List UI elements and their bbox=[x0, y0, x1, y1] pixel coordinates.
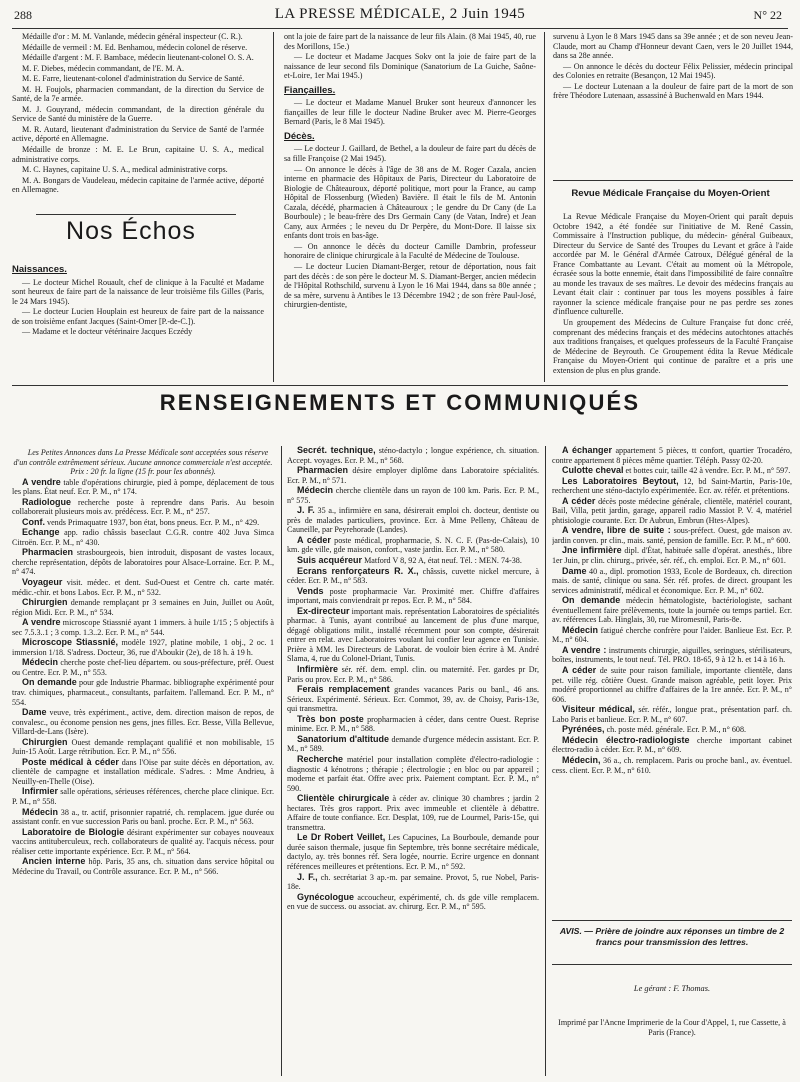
ad-keyword: Gynécologue bbox=[297, 891, 355, 902]
classified-ad bbox=[287, 893, 539, 912]
classified-ad bbox=[12, 578, 274, 597]
revue-paragraph: La Revue Médicale Française du Moyen-Orient qui paraît depuis Octobre 1942, a été fondée sur l'initiative de M. René Cassin, Commissaire à l'Instruction publique, du médecin- général Guibeaux, Directeur du Service de Santé des Troupes du Levant et grâce à l'aide accordée par M. le Général d'Armée Catroux, Délégué général de la France Combattante au Levant. C'était au moment où la Métropole, écrasée sous la botte ennemie, était dans l'impossibilité de faire connaître au monde les travaux de ses maîtres. Le devoir des médecins français au Levant était clair : continuer par tous les moyens possibles à faire rayonner la science médicale française pour ne pas perdre ses zones d'influence culturelle. bbox=[553, 212, 793, 317]
echos-rule-top bbox=[36, 214, 236, 215]
ad-text: sous-préfect. Ouest, gde maison av. jardin conven. pr clin., mais. santé, pension de famille. Ecr. P. M., n° 600. bbox=[552, 526, 792, 545]
ad-keyword: Dame bbox=[562, 565, 587, 576]
classified-ad bbox=[552, 546, 792, 565]
deces-item: — On annonce le décès du docteur Camille Dambrin, professeur honoraire de clinique chirurgicale à la Faculté de Médecine de Toulouse. bbox=[284, 241, 536, 261]
ad-text: poste propharmacie Var. Proximité mer. Chiffre d'affaires important, mais conviendrait pr repos. Ecr. P. M., n° 584. bbox=[287, 586, 539, 606]
ad-keyword: Pharmacien bbox=[22, 547, 74, 558]
classified-ad bbox=[12, 658, 274, 677]
ad-text: cherche clientèle dans un rayon de 100 km. Paris. Ecr. P. M., n° 575. bbox=[287, 486, 539, 505]
ad-keyword: Le Dr Robert Veillet, bbox=[297, 832, 386, 843]
medal-paragraph: Médaille d'argent : M. F. Bambace, médecin lieutenant-colonel O. S. A. bbox=[22, 53, 254, 63]
medal-paragraph: M. A. Bongars de Vaudeleau, médecin capitaine de l'armée active, déporté en Allemagne. bbox=[12, 175, 264, 195]
deces-item: — On annonce le décès du docteur Félix Pelissier, médecin principal des Colonies en retraite (Besançon, 12 Mai 1945). bbox=[553, 61, 793, 81]
medal-paragraph: M. C. Haynes, capitaine U. S. A., medical administrative corps. bbox=[22, 165, 228, 175]
classified-ad bbox=[552, 446, 792, 465]
ad-keyword: A céder bbox=[297, 534, 331, 545]
ad-text: fatigué cherche confrère pour l'aider. Banlieue Est. Ecr. P. M., n° 604. bbox=[552, 625, 792, 645]
ads-intro: Les Petites Annonces dans La Presse Médicale sont acceptées sous réserve d'un contrôle extrêmement sérieux. Aucune annonce commerciale n'est acceptée. Prix : 20 fr. la ligne (15 fr. pour les abonnés). bbox=[13, 448, 273, 476]
ad-keyword: Voyageur bbox=[22, 576, 63, 587]
ad-text: à céder av. clinique 30 chambres ; jardin 2 hectares. Très gros rapport. Prix avec immeuble et clientèle à débattre. Affaire de toute confiance. Ecr. Desplat, 109, rue de Lourmel, Paris-15e, qui transmettra. bbox=[287, 794, 539, 832]
classified-ad bbox=[287, 794, 539, 832]
classified-ad bbox=[552, 756, 792, 775]
ad-keyword: Suis acquéreur bbox=[297, 555, 363, 566]
classified-ad bbox=[12, 678, 274, 707]
deces-item: survenu à Lyon le 8 Mars 1945 dans sa 39e année ; et de son neveu Jean-Claude, mort au Champ d'Honneur devant Caen, vers le 20 Juillet 1944, dans sa 28e année. bbox=[553, 32, 793, 61]
ad-keyword: Laboratoire de Biologie bbox=[22, 826, 125, 837]
deces-heading: Décès. bbox=[284, 130, 315, 142]
ad-keyword: Chirurgien bbox=[22, 597, 68, 608]
classified-ad bbox=[12, 758, 274, 787]
column-rule bbox=[273, 32, 274, 382]
ad-text: veuve, très expériment., active, dem. direction maison de repos, de convalesc., ou économe pension nes gens, jnes filles. Ecr. Besse, Villa Bellevue, Villard-de-Lans (Isère). bbox=[12, 708, 274, 737]
page-number: 288 bbox=[14, 8, 32, 22]
ad-keyword: Médecin bbox=[562, 624, 599, 635]
classified-ad bbox=[287, 833, 539, 871]
page-header bbox=[0, 0, 800, 30]
classified-ad bbox=[552, 736, 792, 755]
ad-text: matériel pour installation complète d'électro-radiologie : diagnostic 4 kénotrons ; thérapie ; électrologie ; en bloc ou par appareil ; moderne et parfait état. Offre avec prix. Paiement comptant. Ecr. P. M., n° 590. bbox=[287, 754, 539, 793]
medal-paragraph: M. J. Gouyrand, médecin commandant, de la direction générale du Service de Santé du ministère de la Guerre. bbox=[12, 104, 264, 124]
ad-text: appartement 5 pièces, tt confort, quartier Trocadéro, contre appartement 8 pièces même quartier. Téléph. Passy 02-20. bbox=[552, 446, 792, 465]
medal-paragraph: Médaille d'or : M. M. Vanlande, médecin général inspecteur (C. R.). bbox=[22, 32, 243, 41]
ad-text: propharmacien à céder, dans centre Ouest. Reprise minime. Ecr. P. M., n° 588. bbox=[287, 714, 539, 734]
ad-text: sér. référ., longue prat., présentation parf. ch. Labo Paris et banlieue. Ecr. P. M., n° 607. bbox=[552, 705, 792, 724]
column-rule bbox=[545, 446, 546, 1076]
ad-keyword: Médecin, bbox=[562, 754, 601, 765]
header-rule bbox=[12, 28, 788, 29]
classified-ad bbox=[287, 486, 539, 505]
classified-ad bbox=[287, 536, 539, 555]
classified-ad bbox=[287, 466, 539, 485]
ad-text: cherche important cabinet électro-radio à céder. Ecr. P. M., n° 609. bbox=[552, 735, 792, 755]
ad-keyword: Clientèle chirurgicale bbox=[297, 793, 390, 804]
ad-keyword: A vendre bbox=[22, 476, 61, 487]
ad-text: demande d'urgence médecin assistant. Ecr. P. M., n° 589. bbox=[287, 734, 539, 754]
ad-keyword: Dame bbox=[22, 707, 47, 718]
classified-ad bbox=[552, 725, 792, 735]
ad-text: table d'opérations chirurgie, pied à pompe, déplacement de tous les plans. État neuf. Ecr. P. M., n° 174. bbox=[12, 477, 274, 497]
naissance-item: — Le docteur Lucien Houplain est heureux de faire part de la naissance de son troisième enfant Jacques (Saint-Omer [P.-de-C.]). bbox=[12, 307, 264, 326]
ads-column-1 bbox=[12, 448, 274, 1078]
announcement-text: ont la joie de faire part de la naissance de leur fils Alain. (8 Mai 1945, 40, rue des Morillons, 15e.) bbox=[284, 32, 536, 51]
ad-keyword: A échanger bbox=[562, 446, 613, 455]
classified-ad bbox=[12, 828, 274, 857]
classified-ad bbox=[12, 808, 274, 827]
ad-keyword: Pyrénées, bbox=[562, 724, 605, 735]
ad-keyword: Infirmière bbox=[297, 664, 339, 675]
naissance-item: — Madame et le docteur vétérinaire Jacques Eczédy bbox=[22, 327, 193, 337]
journal-title: LA PRESSE MÉDICALE, 2 Juin 1945 bbox=[274, 6, 526, 22]
revue-column bbox=[553, 212, 793, 384]
announcement-text: — Le docteur et Madame Jacques Sokv ont la joie de faire part de la naissance de leur second fils Dominique (Sanatorium de La Guiche, Saône-et-Loire, 1er Mai 1945.) bbox=[284, 52, 536, 81]
naissance-item: — Le docteur Michel Rouault, chef de clinique à la Faculté et Madame sont heureux de faire part de la naissance de leur troisième fils Gilles (Paris, le 24 Mars 1945). bbox=[12, 277, 264, 306]
naissances-column bbox=[12, 260, 264, 380]
ads-column-2 bbox=[287, 446, 539, 1078]
classified-ad bbox=[287, 567, 539, 586]
ad-keyword: On demande bbox=[22, 677, 77, 688]
classified-ad bbox=[287, 735, 539, 754]
ad-text: dans l'Oise par suite décès en déportation, av. clientèle de campagne et installation médicale. S'adres. : Mme Andrieu, à Neuilly-en-Thelle (Oise). bbox=[12, 757, 274, 786]
ad-keyword: J. F., bbox=[297, 871, 318, 882]
ad-text: dipl. d'État, habituée salle d'opérat. anesthés., libre 1er Juin, pr clin. chirurg., privée, sér. réf., ch. emploi. Ecr. P. M., n° 601. bbox=[552, 546, 792, 566]
medal-paragraph: M. E. Farre, lieutenant-colonel d'administration du Service de Santé. bbox=[22, 74, 245, 84]
classified-ad bbox=[287, 446, 539, 465]
ad-text: ch. secrétariat 3 ap.-m. par semaine. Provot, 5, rue Nobel, Paris-18e. bbox=[287, 872, 539, 892]
ad-text: de suite pour raison familiale, importante clientèle, dans pet. ville rég. côtière Ouest. Grande maison agréable, petit loyer. Prix modéré proportionnel au chiffre d'affaires de la 1re année. Ecr. P. M., n° 606. bbox=[552, 666, 792, 704]
issue-number: N° 22 bbox=[753, 8, 782, 22]
classified-ad bbox=[287, 755, 539, 793]
classified-ad bbox=[552, 497, 792, 526]
classified-ad bbox=[287, 873, 539, 892]
medal-paragraph: Médaille de bronze : M. E. Le Brun, capitaine U. S. A., medical administrative corps. bbox=[12, 145, 264, 164]
ad-keyword: Ecrans renforçateurs R. X., bbox=[297, 565, 419, 576]
classified-ad bbox=[12, 528, 274, 547]
ad-keyword: A céder bbox=[562, 665, 597, 676]
ad-text: sténo-dactylo ; longue expérience, ch. situation. Accept. voyages. Ecr. P. M., n° 568. bbox=[287, 446, 539, 465]
ad-text: 40 a., dipl. promotion 1933, Ecole de Bordeaux, ch. direction mais. de santé, clinique ou sana. Sér. réf. profes. de direct. groupant les services administratif, médical et économique. Ecr. P. M., n° 602. bbox=[552, 566, 792, 595]
ads-list bbox=[552, 446, 792, 775]
ad-text: Matford V 8, 92 A, état neuf. Tél. : MEN. 74-38. bbox=[364, 556, 522, 566]
avis-rule bbox=[552, 920, 792, 921]
ad-keyword: Radiologue bbox=[22, 496, 71, 507]
classified-ad bbox=[12, 548, 274, 577]
ad-text: Les Capucines, La Bourboule, demande pour durée saison thermale, jusque fin Septembre, très bonne secrétaire médicale, dactylo, ay. très bonnes réf. Sera logée, nourrie. Ecrire urgence en donnant références meilleures et prétentions. Ecr. P. M., n° 592. bbox=[287, 833, 539, 871]
ad-keyword: Sanatorium d'altitude bbox=[297, 733, 390, 744]
classified-ad bbox=[12, 708, 274, 737]
banner-rule bbox=[12, 385, 788, 386]
ad-text: pour gde Industrie Pharmac. bibliographe expérimenté pour trav. chimiques, pharmaceut., consultants, parfaitem. l'allemand. Ecr. P. M., n° 554. bbox=[12, 678, 274, 707]
classified-ad bbox=[12, 518, 274, 528]
naissances-heading: Naissances. bbox=[12, 264, 67, 275]
ad-text: Ouest demande remplaçant qualifié et non mobilisable, 15 Juin-15 Août. Large rétribution. Ecr. P. M., n° 556. bbox=[12, 737, 274, 757]
ad-keyword: J. F. bbox=[297, 505, 315, 516]
ad-text: modèle 1927, platine mobile, 1 obj., 2 oc. 1 immersion 1/18. S'adress. Docteur, 36, rue d'Aboukir (2e), de 18 h. à 19 h. bbox=[12, 638, 274, 657]
ad-text: strasbourgeois, bien introduit, disposant de vastes locaux, cherche représentation, dépôts de laboratoires pour Alsace-Lorraine. Ecr. P. M., n° 474. bbox=[12, 548, 274, 577]
classified-ad bbox=[287, 587, 539, 606]
ad-keyword: Poste médical à céder bbox=[22, 756, 119, 767]
ad-keyword: Recherche bbox=[297, 753, 344, 764]
ad-keyword: Médecin bbox=[297, 485, 334, 496]
ad-keyword: Pharmacien bbox=[297, 465, 349, 476]
revue-paragraph: Un groupement des Médecins de Culture Française fut donc créé, comprenant des médecins français et des médecins autochtones attachés aux traditions françaises, et quelques professeurs de la Faculté Française de Médecine de Beyrouth. Ce Groupement édita la Revue Médicale Française du Moyen-Orient qui continue de paraître et a pris une extension de plus en plus grande. bbox=[553, 318, 793, 375]
deces-item: — Le docteur Lucien Diamant-Berger, retour de déportation, nous fait part des décès : de son père le docteur M. S. Diamant-Berger, ancien médecin de l'Hôpital Rothschild, survenu à Lyon le 16 Mai 1944, dans sa 80e année ; de sa mère, survenu à Antibes le 13 Décembre 1942 ; de son frère Paul-José, chirurgien-dentiste, bbox=[284, 262, 536, 310]
classified-ad bbox=[287, 685, 539, 714]
ad-text: désirant expérimenter sur cobayes nouveaux vaccins antituberculeux, rech. collaborateurs de qualité ay. l'acquis nécess. pour réaliser cette importante expérience. Ecr. P. M., n° 564. bbox=[12, 827, 274, 856]
classified-ad bbox=[12, 857, 274, 876]
ad-keyword: On demande bbox=[562, 595, 621, 606]
classified-ad bbox=[552, 705, 792, 724]
classified-ad bbox=[287, 607, 539, 664]
deces-continued-column bbox=[553, 32, 793, 182]
ad-text: recherche poste à reprendre dans Paris. Au besoin collaborerait plusieurs mois av. prédécess. Ecr. P. M., n° 257. bbox=[12, 497, 274, 517]
ads-list bbox=[12, 478, 274, 877]
fiancailles-heading: Fiançailles. bbox=[284, 84, 336, 96]
classified-ad bbox=[12, 598, 274, 617]
classified-ad bbox=[12, 618, 274, 637]
ad-text: 12, bd Saint-Martin, Paris-10e, recherchent une sténo-dactylo expérimentée. Ecr. av. référ. et prétentions. bbox=[552, 476, 792, 496]
ad-text: accoucheur, expérimenté, ch. ds gde ville remplacem. en vue de success. ou associat. av. chirurg. Ecr. P. M., n° 595. bbox=[287, 892, 539, 912]
ad-keyword: Ferais remplacement bbox=[297, 684, 390, 695]
deces-item: — On annonce le décès à l'âge de 38 ans de M. Roger Cazala, ancien interne en pharmacie des Hôpitaux de Paris, Directeur du Laboratoire de Biologie de Châteauroux, déporté politique, mort pour la France, au camp Hôpital de Flossenburg (Wieden) Bavière. Il était le fils de M. Antonin Cazala, décédé, pharmacien à Châteauroux ; le gendre du Dr Cany (de La Bourboule) ; le beau-frère des Drs Germain Cany (de Vatan, Indre) et Jean Cany, aux Armées ; le neveu du Dr Perpère, du Mont-Dore. Il laisse six enfants dont trois en bas-âge. bbox=[284, 164, 536, 241]
ad-text: médecin hématologiste, bactériologiste, sachant éventuellement faire prélèvements, toute la journée ou temps partiel. Ecr. av. références Lab. Hinglais, 30, rue Miromesnil, Paris-8e. bbox=[552, 596, 792, 625]
classified-ad bbox=[552, 626, 792, 645]
ad-text: 36 a., ch. remplacem. Paris ou proche banl., av. éventuel. cess. client. Ecr. P. M., n° 610. bbox=[552, 755, 792, 775]
medal-paragraph: M. F. Diebes, médecin commandant, de l'E. M. A. bbox=[22, 63, 184, 73]
medal-paragraph: Médaille de vermeil : M. Ed. Benhamou, médecin colonel de réserve. bbox=[22, 42, 248, 52]
announcements-column bbox=[284, 32, 536, 384]
section-banner: RENSEIGNEMENTS ET COMMUNIQUÉS bbox=[159, 390, 641, 415]
ad-text: poste médical, propharmacie, S. N. C. F. (Pas-de-Calais), 10 km. gde ville, gde maison, confort., vaste jardin. Ecr. P. M., n° 580. bbox=[287, 535, 539, 555]
classified-ad bbox=[12, 498, 274, 517]
avis-notice: AVIS. — Prière de joindre aux réponses un timbre de 2 francs pour transmission des lettres. bbox=[559, 926, 785, 947]
ad-text: important mais. représentation Laboratoires de spécialités pharmac. à Tunis, ayant contribué au lancement de plus d'une marque, dégagé obligations milit., installé récemment pour son compte, désirerait entrer en relat. avec Laboratoires voulant lui confier leur agence en Tunisie. Prière à MM. les Directeurs de Laborat. de vouloir bien écrire à M. André Slama, 4, rue du Colonel-Driant, Tunis. bbox=[287, 606, 539, 664]
ad-keyword: Vends bbox=[297, 585, 324, 596]
ad-text: et bottes cuir, taille 42 à vendre. Ecr. P. M., n° 597. bbox=[625, 466, 791, 476]
ad-keyword: Secrét. technique, bbox=[297, 446, 376, 455]
ad-keyword: Médecin bbox=[22, 657, 59, 668]
ad-keyword: Microscope Stiassnié, bbox=[22, 637, 118, 648]
ad-text: instruments chirurgie, aiguilles, seringues, stérilisateurs, boîtes, instruments, le tout neuf. Tél. PRO. 18-65, 9 à 12 h. et 14 à 16 h. bbox=[552, 645, 792, 665]
medal-paragraph: M. H. Foujols, pharmacien commandant, de la direction du Service de Santé, de la 7e armée. bbox=[12, 84, 264, 104]
ad-text: demande remplaçant pr 3 semaines en Juin, Juillet ou Août, région Midi. Ecr. P. M., n° 534. bbox=[12, 598, 274, 617]
ad-keyword: Ex-directeur bbox=[297, 605, 350, 616]
ad-keyword: Chirurgien bbox=[22, 736, 68, 747]
classified-ad bbox=[552, 596, 792, 625]
deces-item: — Le docteur J. Gaillard, de Bethel, a la douleur de faire part du décès de sa fille Françoise (2 Mai 1945). bbox=[284, 144, 536, 164]
classified-ad bbox=[552, 567, 792, 596]
ad-text: 35 a., infirmière en sana, désirerait emploi ch. docteur, dentiste ou près de malades particuliers, province. Ecr. à Mme Pelleny, Château de Cauneille, par Peyrehorade (Landes). bbox=[287, 506, 539, 535]
classified-ad bbox=[287, 556, 539, 566]
revue-title: Revue Médicale Française du Moyen-Orient bbox=[571, 188, 770, 199]
deces-item: — Le docteur Lutenaan a la douleur de faire part de la mort de son frère Théodore Lutenaan, assassiné à Buchenwald en Mars 1944. bbox=[553, 81, 793, 101]
gerant-line: Le gérant : F. Thomas. bbox=[633, 984, 711, 993]
ad-text: vends Primaquatre 1937, bon état, bons pneus. Ecr. P. M., n° 429. bbox=[47, 517, 260, 527]
ad-text: hôp. Paris, 35 ans, ch. situation dans service hôpital ou Médecine du Travail, ou Contrôle assurance. Ecr. P. M., n° 566. bbox=[12, 857, 274, 876]
classified-ad bbox=[552, 466, 792, 476]
ad-keyword: Conf. bbox=[22, 516, 45, 527]
ad-keyword: Médecin bbox=[22, 806, 59, 817]
ad-keyword: Jne infirmière bbox=[562, 545, 622, 556]
classified-ad bbox=[552, 646, 792, 665]
ad-keyword: A céder bbox=[562, 495, 596, 506]
ad-text: app. radio châssis baseclaut C.G.R. contre 402 Juva Simca Citroën. Ecr. P. M., n° 430. bbox=[12, 528, 274, 547]
medal-paragraph: M. R. Autard, lieutenant d'administration du Service de Santé de l'armée active, déporté en Allemagne. bbox=[12, 124, 264, 144]
printer-line: Imprimé par l'Ancne Imprimerie de la Cour d'Appel, 1, rue Cassette, à Paris (France). bbox=[558, 1018, 786, 1037]
column-rule bbox=[281, 446, 282, 1076]
ad-keyword: Médecin électro-radiologiste bbox=[562, 734, 690, 745]
ad-text: microscope Stiassnié ayant 1 immers. à huile 1/15 ; 5 objectifs à sec 7.5.3..1 ; 3 comp. 1.3..2. Ecr. P. M., n° 544. bbox=[12, 618, 274, 637]
ad-text: grandes vacances Paris ou banl., 46 ans. Sérieux. Expérimenté. Sérieux. Ecr. Commot, 39, av. de Choisy, Paris-13e, qui transmettra. bbox=[287, 685, 539, 714]
classified-ad bbox=[552, 477, 792, 496]
classified-ad bbox=[552, 666, 792, 704]
ad-text: salle opérations, sérieuses références, cherche place clinique. Ecr. P. M., n° 558. bbox=[12, 787, 274, 806]
echos-title: Nos Échos bbox=[66, 217, 196, 245]
classified-ad bbox=[12, 478, 274, 497]
ad-keyword: A vendre, libre de suite : bbox=[562, 525, 671, 536]
gerant-rule bbox=[552, 964, 792, 965]
ads-list bbox=[287, 446, 539, 912]
ad-text: sér. réf. dem. empl. clin. ou maternité. Fer. gardes pr Dr, Paris ou prov. Ecr. P. M., n° 586. bbox=[287, 665, 539, 684]
ad-text: châssis, cuvette nickel mercure, à céder. Ecr. P. M., n° 583. bbox=[287, 566, 539, 586]
ad-text: cherche poste chef-lieu départem. ou sous-préfecture, préf. Ouest ou Centre. Ecr. P. M., n° 553. bbox=[12, 658, 274, 677]
ad-keyword: Visiteur médical, bbox=[562, 704, 635, 715]
classified-ad bbox=[552, 526, 792, 545]
ad-keyword: Infirmier bbox=[22, 786, 59, 797]
classified-ad bbox=[287, 715, 539, 734]
ad-keyword: Culotte cheval bbox=[562, 465, 624, 476]
medals-column bbox=[12, 32, 264, 212]
ad-text: décès poste médecine générale, clientèle, matériel courant, Bail, Villa, petit jardin, garage, appareil radio Massiot P. V. 4, matériel phtisiologie courante. Ecr. Dr Aubrun, Embrun (Htes-Alpes). bbox=[552, 496, 792, 525]
ad-keyword: Echange bbox=[22, 527, 60, 538]
ad-text: ch. poste méd. générale. Ecr. P. M., n° 608. bbox=[606, 725, 747, 735]
classified-ad bbox=[12, 787, 274, 806]
classified-ad bbox=[287, 506, 539, 535]
ad-keyword: A vendre : bbox=[562, 644, 607, 655]
column-rule bbox=[544, 32, 545, 382]
ad-keyword: Ancien interne bbox=[22, 856, 86, 867]
ads-column-3 bbox=[552, 446, 792, 916]
ad-text: désire employer diplôme dans Laboratoire spécialités. Ecr. P. M., n° 571. bbox=[287, 466, 539, 485]
ad-text: 38 a., tr. actif, prisonnier rapatrié, ch. remplacem. jgue durée ou assistant confr. en vue succession Paris ou banl. proche. Ecr. P. M., n° 563. bbox=[12, 807, 274, 827]
classified-ad bbox=[12, 638, 274, 657]
ad-text: visit. médec. et dent. Sud-Ouest et Centre ch. carte matér. médic.-chir. et bons Labos. Ecr. P. M., n° 532. bbox=[12, 577, 274, 597]
classified-ad bbox=[287, 665, 539, 684]
ad-keyword: A vendre bbox=[22, 617, 61, 628]
revue-rule bbox=[553, 180, 793, 181]
ad-keyword: Les Laboratoires Beytout, bbox=[562, 475, 679, 486]
fiancailles-text: — Le docteur et Madame Manuel Bruker sont heureux d'annoncer les fiançailles de leur fille le docteur Nadine Bruker avec M. Pierre-Georges Bernard (Paris, le 8 Mai 1945). bbox=[284, 98, 536, 127]
classified-ad bbox=[12, 738, 274, 757]
ad-keyword: Très bon poste bbox=[297, 713, 364, 724]
